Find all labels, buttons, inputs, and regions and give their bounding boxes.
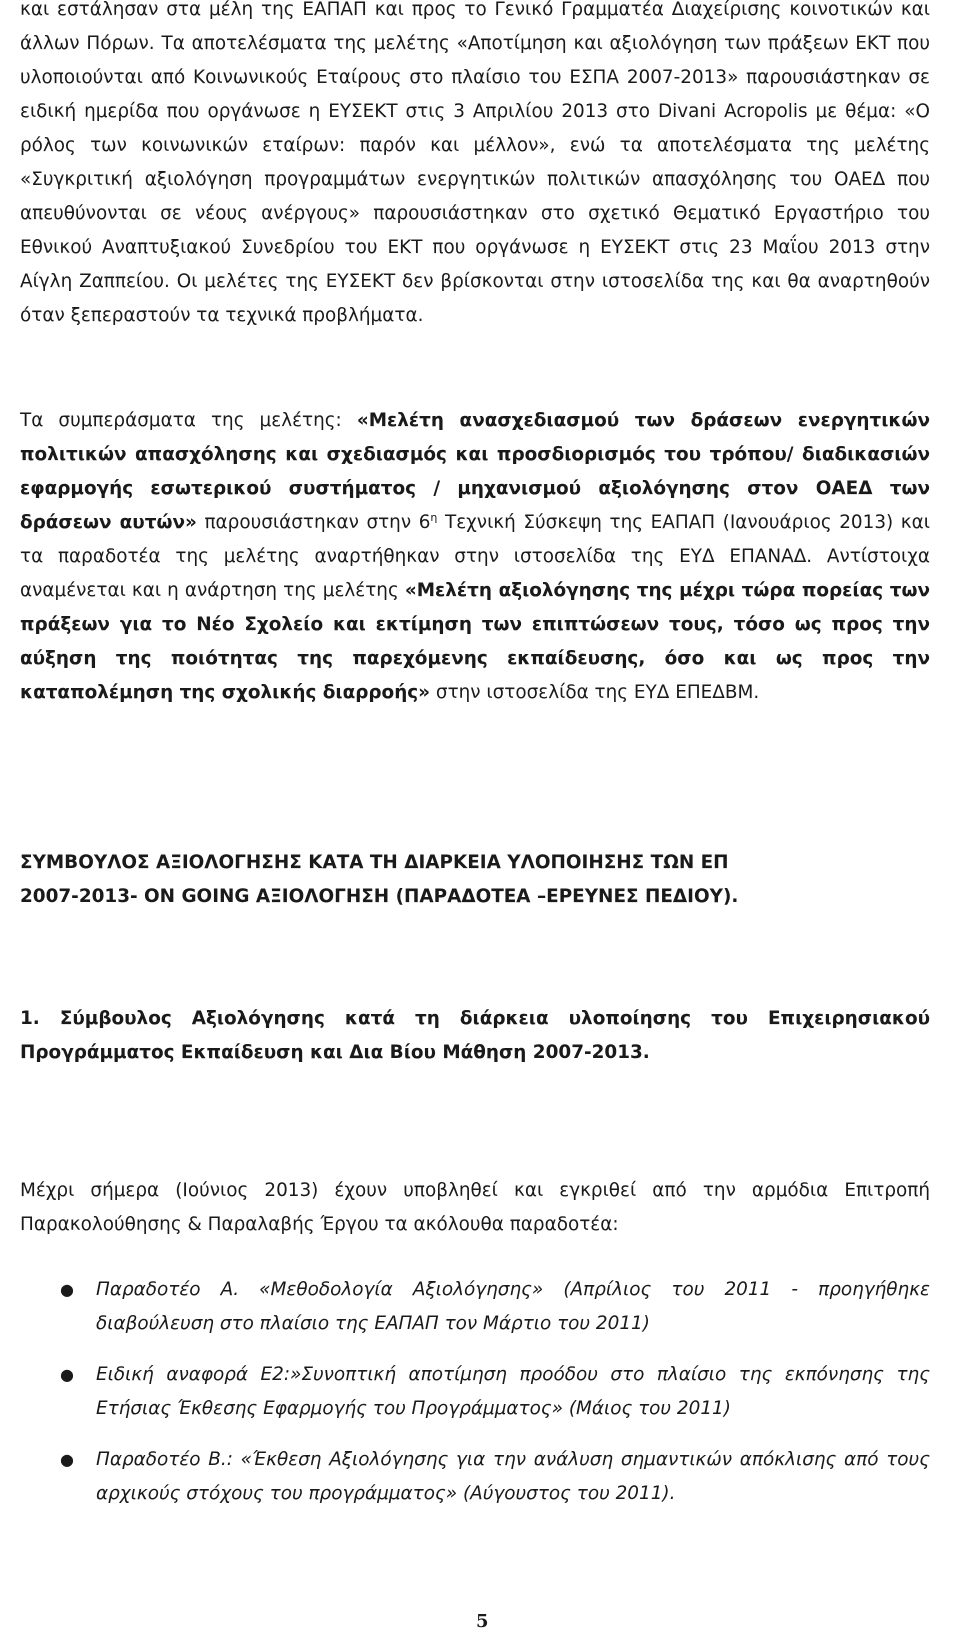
para2-study-title-2: «Μελέτη αξιολόγησης της μέχρι τώρα πορείας των πράξεων για το Νέο Σχολείο και εκτίμηση των επιπτώσεων τους, τόσο ως προς την αύξηση της ποιότητας της παρεχόμενης εκπαίδευσης, όσο και ως προς την καταπολέμηση της σχολικής διαρροής»	[20, 580, 930, 703]
bullet-icon: ●	[60, 1450, 74, 1469]
para2-superscript: η	[430, 510, 438, 524]
para2-text-1: Τα συμπεράσματα της μελέτης:	[20, 410, 357, 431]
bullet-icon: ●	[60, 1365, 74, 1384]
paragraph-deliverables-intro: Μέχρι σήμερα (Ιούνιος 2013) έχουν υποβληθεί και εγκριθεί από την αρμόδια Επιτροπή Παρακολούθησης & Παραλαβής Έργου τα ακόλουθα παραδοτέα:	[20, 1180, 930, 1235]
list-item	[20, 1273, 930, 1341]
paragraph-studies-results: και εστάλησαν στα μέλη της ΕΑΠΑΠ και προς το Γενικό Γραμματέα Διαχείρισης κοινοτικών και άλλων Πόρων. Τα αποτελέσματα της μελέτης «Αποτίμηση και αξιολόγηση των πράξεων ΕΚΤ που υλοποιούνται από Κοινωνικούς Εταίρους στο πλαίσιο του ΕΣΠΑ 2007-2013» παρουσιάστηκαν σε ειδική ημερίδα που οργάνωσε η ΕΥΣΕΚΤ στις 3 Απριλίου 2013 στο Divani Acropolis με θέμα: «Ο ρόλος των κοινωνικών εταίρων: παρόν και μέλλον», ενώ τα αποτελέσματα της μελέτης «Συγκριτική αξιολόγηση προγραμμάτων ενεργητικών πολιτικών απασχόλησης του ΟΑΕΔ που απευθύνονται σε νέους ανέργους» παρουσιάστηκαν στο σχετικό Θεματικό Εργαστήριο του Εθνικού Αναπτυξιακού Συνεδρίου του ΕΚΤ που οργάνωσε η ΕΥΣΕΚΤ στις 23 Μαΐου 2013 στην Αίγλη Ζαππείου. Οι μελέτες της ΕΥΣΕΚΤ δεν βρίσκονται στην ιστοσελίδα της και θα αναρτηθούν όταν ξεπεραστούν τα τεχνικά προβλήματα.	[20, 0, 930, 326]
numbered-subheading: 1. Σύμβουλος Αξιολόγησης κατά τη διάρκεια υλοποίησης του Επιχειρησιακού Προγράμματος Εκπαίδευση και Δια Βίου Μάθηση 2007-2013.	[20, 1008, 930, 1063]
para2-text-4: στην ιστοσελίδα της ΕΥΔ ΕΠΕΔΒΜ.	[430, 682, 760, 703]
paragraph-study-conclusions	[20, 404, 930, 710]
list-item	[20, 1358, 930, 1426]
list-item-text: Ειδική αναφορά Ε2:»Συνοπτική αποτίμηση προόδου στο πλαίσιο της εκπόνησης της Ετήσιας Έκθεσης Εφαρμογής του Προγράμματος» (Μάιος του 2011)	[96, 1364, 930, 1419]
section-heading-line-2: 2007-2013- ON GOING ΑΞΙΟΛΟΓΗΣΗ (ΠΑΡΑΔΟΤΕΑ –ΕΡΕΥΝΕΣ ΠΕΔΙΟΥ).	[20, 886, 739, 907]
list-item-text: Παραδοτέο Β.: «Έκθεση Αξιολόγησης για την ανάλυση σημαντικών απόκλισης από τους αρχικούς στόχους του προγράμματος» (Αύγουστος του 2011).	[96, 1449, 930, 1504]
list-item	[20, 1443, 930, 1511]
section-heading-line-1: ΣΥΜΒΟΥΛΟΣ ΑΞΙΟΛΟΓΗΣΗΣ ΚΑΤΑ ΤΗ ΔΙΑΡΚΕΙΑ ΥΛΟΠΟΙΗΣΗΣ ΤΩΝ ΕΠ	[20, 852, 729, 873]
bullet-icon: ●	[60, 1280, 74, 1299]
list-item-text: Παραδοτέο Α. «Μεθοδολογία Αξιολόγησης» (Απρίλιος του 2011 - προηγήθηκε διαβούλευση στο πλαίσιο της ΕΑΠΑΠ τον Μάρτιο του 2011)	[96, 1279, 930, 1334]
para2-study-title-1: «Μελέτη ανασχεδιασμού των δράσεων ενεργητικών πολιτικών απασχόλησης και σχεδιασμός και προσδιορισμός του τρόπου/ διαδικασιών εφαρμογής εσωτερικού συστήματος / μηχανισμού αξιολόγησης στον ΟΑΕΔ των δράσεων αυτών»	[20, 410, 930, 533]
deliverables-list	[20, 1273, 930, 1528]
para2-text-3: Τεχνική Σύσκεψη της ΕΑΠΑΠ (Ιανουάριος 2013) και τα παραδοτέα της μελέτης αναρτήθηκαν στην ιστοσελίδα της ΕΥΔ ΕΠΑΝΑΔ. Αντίστοιχα αναμένεται και η ανάρτηση της μελέτης	[20, 512, 930, 601]
page-number: 5	[476, 1611, 489, 1632]
section-heading	[20, 846, 930, 914]
para2-text-2: παρουσιάστηκαν στην 6	[196, 512, 431, 533]
